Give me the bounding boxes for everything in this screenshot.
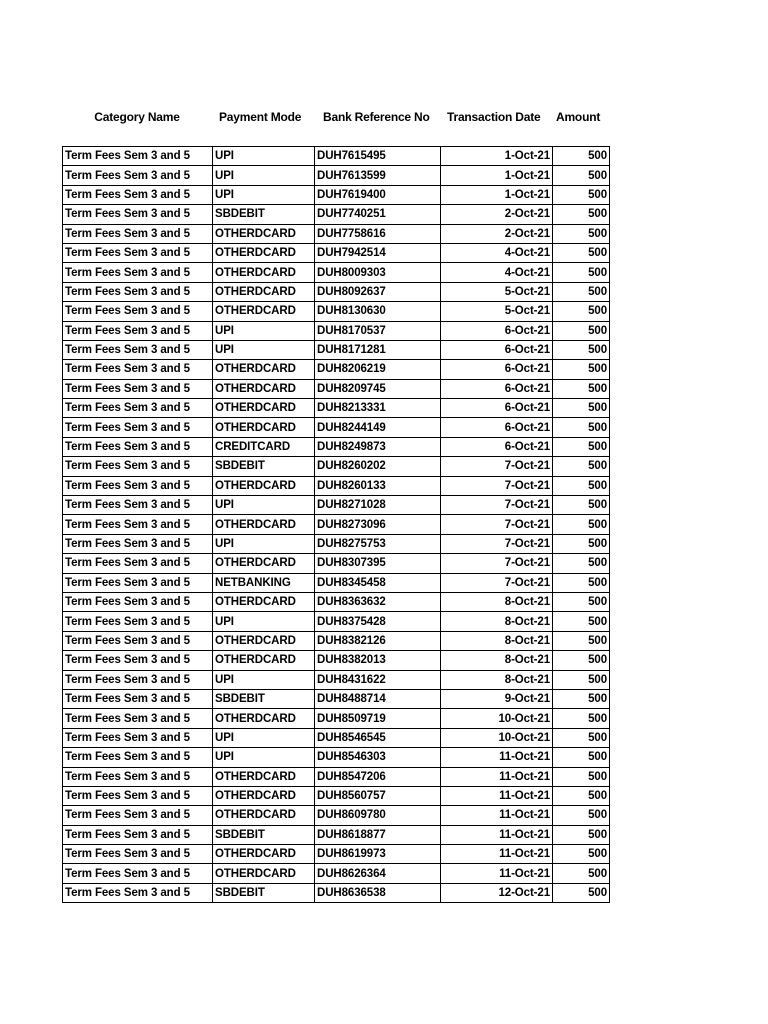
payment-mode-cell: OTHERDCARD <box>213 786 315 805</box>
amount-cell: 500 <box>553 806 610 825</box>
payment-mode-cell: OTHERDCARD <box>213 767 315 786</box>
payment-mode-cell: OTHERDCARD <box>213 476 315 495</box>
amount-cell: 500 <box>553 340 610 359</box>
amount-cell: 500 <box>553 476 610 495</box>
table-row <box>63 554 610 573</box>
category-name-cell: Term Fees Sem 3 and 5 <box>63 437 213 456</box>
bank-reference-cell: DUH8271028 <box>315 496 441 515</box>
category-name-cell: Term Fees Sem 3 and 5 <box>63 399 213 418</box>
category-name-cell: Term Fees Sem 3 and 5 <box>63 786 213 805</box>
amount-cell: 500 <box>553 786 610 805</box>
amount-cell: 500 <box>553 864 610 883</box>
payment-mode-cell: UPI <box>213 748 315 767</box>
payment-mode-cell: OTHERDCARD <box>213 651 315 670</box>
amount-cell: 500 <box>553 748 610 767</box>
transaction-date-cell: 2-Oct-21 <box>441 205 553 224</box>
header-category-name: Category Name <box>94 110 180 124</box>
payment-mode-cell: OTHERDCARD <box>213 709 315 728</box>
transaction-date-cell: 5-Oct-21 <box>441 302 553 321</box>
category-name-cell: Term Fees Sem 3 and 5 <box>63 709 213 728</box>
bank-reference-cell: DUH8244149 <box>315 418 441 437</box>
bank-reference-cell: DUH8546545 <box>315 728 441 747</box>
table-row <box>63 166 610 185</box>
transaction-date-cell: 11-Oct-21 <box>441 806 553 825</box>
category-name-cell: Term Fees Sem 3 and 5 <box>63 321 213 340</box>
table-row <box>63 379 610 398</box>
transaction-date-cell: 11-Oct-21 <box>441 748 553 767</box>
transaction-date-cell: 9-Oct-21 <box>441 689 553 708</box>
transaction-date-cell: 6-Oct-21 <box>441 437 553 456</box>
category-name-cell: Term Fees Sem 3 and 5 <box>63 496 213 515</box>
category-name-cell: Term Fees Sem 3 and 5 <box>63 302 213 321</box>
payment-mode-cell: OTHERDCARD <box>213 263 315 282</box>
payment-mode-cell: OTHERDCARD <box>213 806 315 825</box>
amount-cell: 500 <box>553 166 610 185</box>
amount-cell: 500 <box>553 263 610 282</box>
transaction-date-cell: 8-Oct-21 <box>441 631 553 650</box>
transaction-date-cell: 8-Oct-21 <box>441 670 553 689</box>
bank-reference-cell: DUH8273096 <box>315 515 441 534</box>
category-name-cell: Term Fees Sem 3 and 5 <box>63 689 213 708</box>
transaction-date-cell: 8-Oct-21 <box>441 592 553 611</box>
category-name-cell: Term Fees Sem 3 and 5 <box>63 418 213 437</box>
bank-reference-cell: DUH8345458 <box>315 573 441 592</box>
category-name-cell: Term Fees Sem 3 and 5 <box>63 883 213 902</box>
header-amount: Amount <box>556 110 601 124</box>
amount-cell: 500 <box>553 573 610 592</box>
category-name-cell: Term Fees Sem 3 and 5 <box>63 282 213 301</box>
category-name-cell: Term Fees Sem 3 and 5 <box>63 379 213 398</box>
category-name-cell: Term Fees Sem 3 and 5 <box>63 476 213 495</box>
bank-reference-cell: DUH7758616 <box>315 224 441 243</box>
bank-reference-cell: DUH8130630 <box>315 302 441 321</box>
bank-reference-cell: DUH8509719 <box>315 709 441 728</box>
transaction-date-cell: 2-Oct-21 <box>441 224 553 243</box>
table-row <box>63 205 610 224</box>
category-name-cell: Term Fees Sem 3 and 5 <box>63 748 213 767</box>
amount-cell: 500 <box>553 728 610 747</box>
amount-cell: 500 <box>553 767 610 786</box>
bank-reference-cell: DUH8092637 <box>315 282 441 301</box>
table-row <box>63 573 610 592</box>
payment-mode-cell: NETBANKING <box>213 573 315 592</box>
payment-mode-cell: UPI <box>213 321 315 340</box>
table-row <box>63 825 610 844</box>
amount-cell: 500 <box>553 437 610 456</box>
amount-cell: 500 <box>553 418 610 437</box>
transaction-date-cell: 11-Oct-21 <box>441 767 553 786</box>
transaction-date-cell: 6-Oct-21 <box>441 418 553 437</box>
table-row <box>63 883 610 902</box>
category-name-cell: Term Fees Sem 3 and 5 <box>63 457 213 476</box>
category-name-cell: Term Fees Sem 3 and 5 <box>63 360 213 379</box>
payment-mode-cell: OTHERDCARD <box>213 418 315 437</box>
payment-mode-cell: OTHERDCARD <box>213 379 315 398</box>
payment-mode-cell: OTHERDCARD <box>213 864 315 883</box>
table-row <box>63 496 610 515</box>
bank-reference-cell: DUH8275753 <box>315 534 441 553</box>
table-row <box>63 786 610 805</box>
category-name-cell: Term Fees Sem 3 and 5 <box>63 515 213 534</box>
transaction-date-cell: 4-Oct-21 <box>441 263 553 282</box>
amount-cell: 500 <box>553 612 610 631</box>
payment-mode-cell: OTHERDCARD <box>213 243 315 262</box>
transaction-date-cell: 11-Oct-21 <box>441 845 553 864</box>
header-bank-reference-no: Bank Reference No <box>323 110 430 124</box>
table-row <box>63 224 610 243</box>
bank-reference-cell: DUH8213331 <box>315 399 441 418</box>
bank-reference-cell: DUH8546303 <box>315 748 441 767</box>
category-name-cell: Term Fees Sem 3 and 5 <box>63 185 213 204</box>
transaction-date-cell: 6-Oct-21 <box>441 321 553 340</box>
amount-cell: 500 <box>553 496 610 515</box>
amount-cell: 500 <box>553 689 610 708</box>
bank-reference-cell: DUH8382013 <box>315 651 441 670</box>
amount-cell: 500 <box>553 670 610 689</box>
amount-cell: 500 <box>553 243 610 262</box>
transaction-date-cell: 6-Oct-21 <box>441 340 553 359</box>
amount-cell: 500 <box>553 302 610 321</box>
payment-mode-cell: OTHERDCARD <box>213 592 315 611</box>
amount-cell: 500 <box>553 457 610 476</box>
transaction-date-cell: 7-Oct-21 <box>441 515 553 534</box>
table-row <box>63 263 610 282</box>
payment-mode-cell: UPI <box>213 166 315 185</box>
bank-reference-cell: DUH8626364 <box>315 864 441 883</box>
table-row <box>63 534 610 553</box>
payment-mode-cell: OTHERDCARD <box>213 282 315 301</box>
amount-cell: 500 <box>553 360 610 379</box>
bank-reference-cell: DUH7740251 <box>315 205 441 224</box>
bank-reference-cell: DUH8609780 <box>315 806 441 825</box>
category-name-cell: Term Fees Sem 3 and 5 <box>63 631 213 650</box>
transactions-table <box>62 146 610 903</box>
payment-mode-cell: OTHERDCARD <box>213 515 315 534</box>
payment-mode-cell: UPI <box>213 185 315 204</box>
transaction-date-cell: 1-Oct-21 <box>441 166 553 185</box>
transaction-date-cell: 7-Oct-21 <box>441 534 553 553</box>
payment-mode-cell: UPI <box>213 670 315 689</box>
transaction-date-cell: 11-Oct-21 <box>441 864 553 883</box>
payment-mode-cell: UPI <box>213 612 315 631</box>
bank-reference-cell: DUH8488714 <box>315 689 441 708</box>
payment-mode-cell: UPI <box>213 534 315 553</box>
table-row <box>63 767 610 786</box>
amount-cell: 500 <box>553 205 610 224</box>
category-name-cell: Term Fees Sem 3 and 5 <box>63 573 213 592</box>
category-name-cell: Term Fees Sem 3 and 5 <box>63 612 213 631</box>
bank-reference-cell: DUH8636538 <box>315 883 441 902</box>
bank-reference-cell: DUH8547206 <box>315 767 441 786</box>
bank-reference-cell: DUH8209745 <box>315 379 441 398</box>
header-payment-mode: Payment Mode <box>219 110 302 124</box>
amount-cell: 500 <box>553 399 610 418</box>
payment-mode-cell: OTHERDCARD <box>213 302 315 321</box>
table-row <box>63 418 610 437</box>
transaction-date-cell: 8-Oct-21 <box>441 612 553 631</box>
transaction-date-cell: 5-Oct-21 <box>441 282 553 301</box>
amount-cell: 500 <box>553 224 610 243</box>
transaction-date-cell: 7-Oct-21 <box>441 573 553 592</box>
payment-mode-cell: SBDEBIT <box>213 883 315 902</box>
bank-reference-cell: DUH8382126 <box>315 631 441 650</box>
bank-reference-cell: DUH7619400 <box>315 185 441 204</box>
bank-reference-cell: DUH7942514 <box>315 243 441 262</box>
table-row <box>63 689 610 708</box>
bank-reference-cell: DUH8619973 <box>315 845 441 864</box>
payment-mode-cell: SBDEBIT <box>213 689 315 708</box>
transactions-table-body <box>63 147 610 903</box>
bank-reference-cell: DUH7615495 <box>315 147 441 166</box>
table-row <box>63 476 610 495</box>
amount-cell: 500 <box>553 709 610 728</box>
category-name-cell: Term Fees Sem 3 and 5 <box>63 767 213 786</box>
bank-reference-cell: DUH7613599 <box>315 166 441 185</box>
bank-reference-cell: DUH8170537 <box>315 321 441 340</box>
bank-reference-cell: DUH8307395 <box>315 554 441 573</box>
payment-mode-cell: OTHERDCARD <box>213 360 315 379</box>
bank-reference-cell: DUH8260202 <box>315 457 441 476</box>
payment-mode-cell: OTHERDCARD <box>213 845 315 864</box>
category-name-cell: Term Fees Sem 3 and 5 <box>63 224 213 243</box>
category-name-cell: Term Fees Sem 3 and 5 <box>63 340 213 359</box>
table-row <box>63 845 610 864</box>
category-name-cell: Term Fees Sem 3 and 5 <box>63 651 213 670</box>
transaction-date-cell: 7-Oct-21 <box>441 476 553 495</box>
table-row <box>63 437 610 456</box>
transaction-date-cell: 11-Oct-21 <box>441 786 553 805</box>
table-row <box>63 651 610 670</box>
bank-reference-cell: DUH8009303 <box>315 263 441 282</box>
table-row <box>63 321 610 340</box>
transaction-date-cell: 1-Oct-21 <box>441 147 553 166</box>
category-name-cell: Term Fees Sem 3 and 5 <box>63 147 213 166</box>
bank-reference-cell: DUH8249873 <box>315 437 441 456</box>
bank-reference-cell: DUH8171281 <box>315 340 441 359</box>
table-row <box>63 612 610 631</box>
payment-mode-cell: UPI <box>213 728 315 747</box>
category-name-cell: Term Fees Sem 3 and 5 <box>63 166 213 185</box>
category-name-cell: Term Fees Sem 3 and 5 <box>63 864 213 883</box>
table-row <box>63 282 610 301</box>
table-row <box>63 147 610 166</box>
transaction-date-cell: 10-Oct-21 <box>441 709 553 728</box>
payment-mode-cell: OTHERDCARD <box>213 399 315 418</box>
transaction-date-cell: 7-Oct-21 <box>441 457 553 476</box>
payment-mode-cell: UPI <box>213 340 315 359</box>
category-name-cell: Term Fees Sem 3 and 5 <box>63 845 213 864</box>
amount-cell: 500 <box>553 321 610 340</box>
category-name-cell: Term Fees Sem 3 and 5 <box>63 534 213 553</box>
payment-mode-cell: OTHERDCARD <box>213 554 315 573</box>
bank-reference-cell: DUH8260133 <box>315 476 441 495</box>
transaction-date-cell: 12-Oct-21 <box>441 883 553 902</box>
category-name-cell: Term Fees Sem 3 and 5 <box>63 825 213 844</box>
amount-cell: 500 <box>553 883 610 902</box>
amount-cell: 500 <box>553 651 610 670</box>
table-row <box>63 592 610 611</box>
transaction-date-cell: 6-Oct-21 <box>441 399 553 418</box>
amount-cell: 500 <box>553 845 610 864</box>
category-name-cell: Term Fees Sem 3 and 5 <box>63 728 213 747</box>
table-row <box>63 515 610 534</box>
transaction-date-cell: 11-Oct-21 <box>441 825 553 844</box>
table-row <box>63 457 610 476</box>
amount-cell: 500 <box>553 631 610 650</box>
payment-mode-cell: UPI <box>213 496 315 515</box>
table-row <box>63 302 610 321</box>
bank-reference-cell: DUH8375428 <box>315 612 441 631</box>
category-name-cell: Term Fees Sem 3 and 5 <box>63 592 213 611</box>
category-name-cell: Term Fees Sem 3 and 5 <box>63 263 213 282</box>
transaction-date-cell: 1-Oct-21 <box>441 185 553 204</box>
transaction-date-cell: 8-Oct-21 <box>441 651 553 670</box>
table-row <box>63 360 610 379</box>
table-row <box>63 243 610 262</box>
payment-mode-cell: SBDEBIT <box>213 457 315 476</box>
table-row <box>63 631 610 650</box>
category-name-cell: Term Fees Sem 3 and 5 <box>63 205 213 224</box>
table-row <box>63 340 610 359</box>
bank-reference-cell: DUH8618877 <box>315 825 441 844</box>
table-row <box>63 399 610 418</box>
table-row <box>63 748 610 767</box>
header-transaction-date: Transaction Date <box>447 110 541 124</box>
column-headers <box>62 108 609 126</box>
category-name-cell: Term Fees Sem 3 and 5 <box>63 243 213 262</box>
transaction-date-cell: 7-Oct-21 <box>441 554 553 573</box>
bank-reference-cell: DUH8206219 <box>315 360 441 379</box>
amount-cell: 500 <box>553 515 610 534</box>
transaction-date-cell: 10-Oct-21 <box>441 728 553 747</box>
transaction-date-cell: 4-Oct-21 <box>441 243 553 262</box>
table-row <box>63 864 610 883</box>
category-name-cell: Term Fees Sem 3 and 5 <box>63 806 213 825</box>
amount-cell: 500 <box>553 825 610 844</box>
amount-cell: 500 <box>553 282 610 301</box>
amount-cell: 500 <box>553 147 610 166</box>
table-row <box>63 709 610 728</box>
table-row <box>63 806 610 825</box>
transaction-date-cell: 6-Oct-21 <box>441 360 553 379</box>
category-name-cell: Term Fees Sem 3 and 5 <box>63 554 213 573</box>
payment-mode-cell: SBDEBIT <box>213 205 315 224</box>
amount-cell: 500 <box>553 534 610 553</box>
payment-mode-cell: UPI <box>213 147 315 166</box>
payment-mode-cell: OTHERDCARD <box>213 224 315 243</box>
amount-cell: 500 <box>553 592 610 611</box>
table-row <box>63 728 610 747</box>
transaction-date-cell: 6-Oct-21 <box>441 379 553 398</box>
bank-reference-cell: DUH8363632 <box>315 592 441 611</box>
bank-reference-cell: DUH8431622 <box>315 670 441 689</box>
category-name-cell: Term Fees Sem 3 and 5 <box>63 670 213 689</box>
payment-mode-cell: SBDEBIT <box>213 825 315 844</box>
table-row <box>63 670 610 689</box>
amount-cell: 500 <box>553 554 610 573</box>
amount-cell: 500 <box>553 185 610 204</box>
amount-cell: 500 <box>553 379 610 398</box>
payment-mode-cell: CREDITCARD <box>213 437 315 456</box>
payment-mode-cell: OTHERDCARD <box>213 631 315 650</box>
transaction-date-cell: 7-Oct-21 <box>441 496 553 515</box>
table-row <box>63 185 610 204</box>
bank-reference-cell: DUH8560757 <box>315 786 441 805</box>
